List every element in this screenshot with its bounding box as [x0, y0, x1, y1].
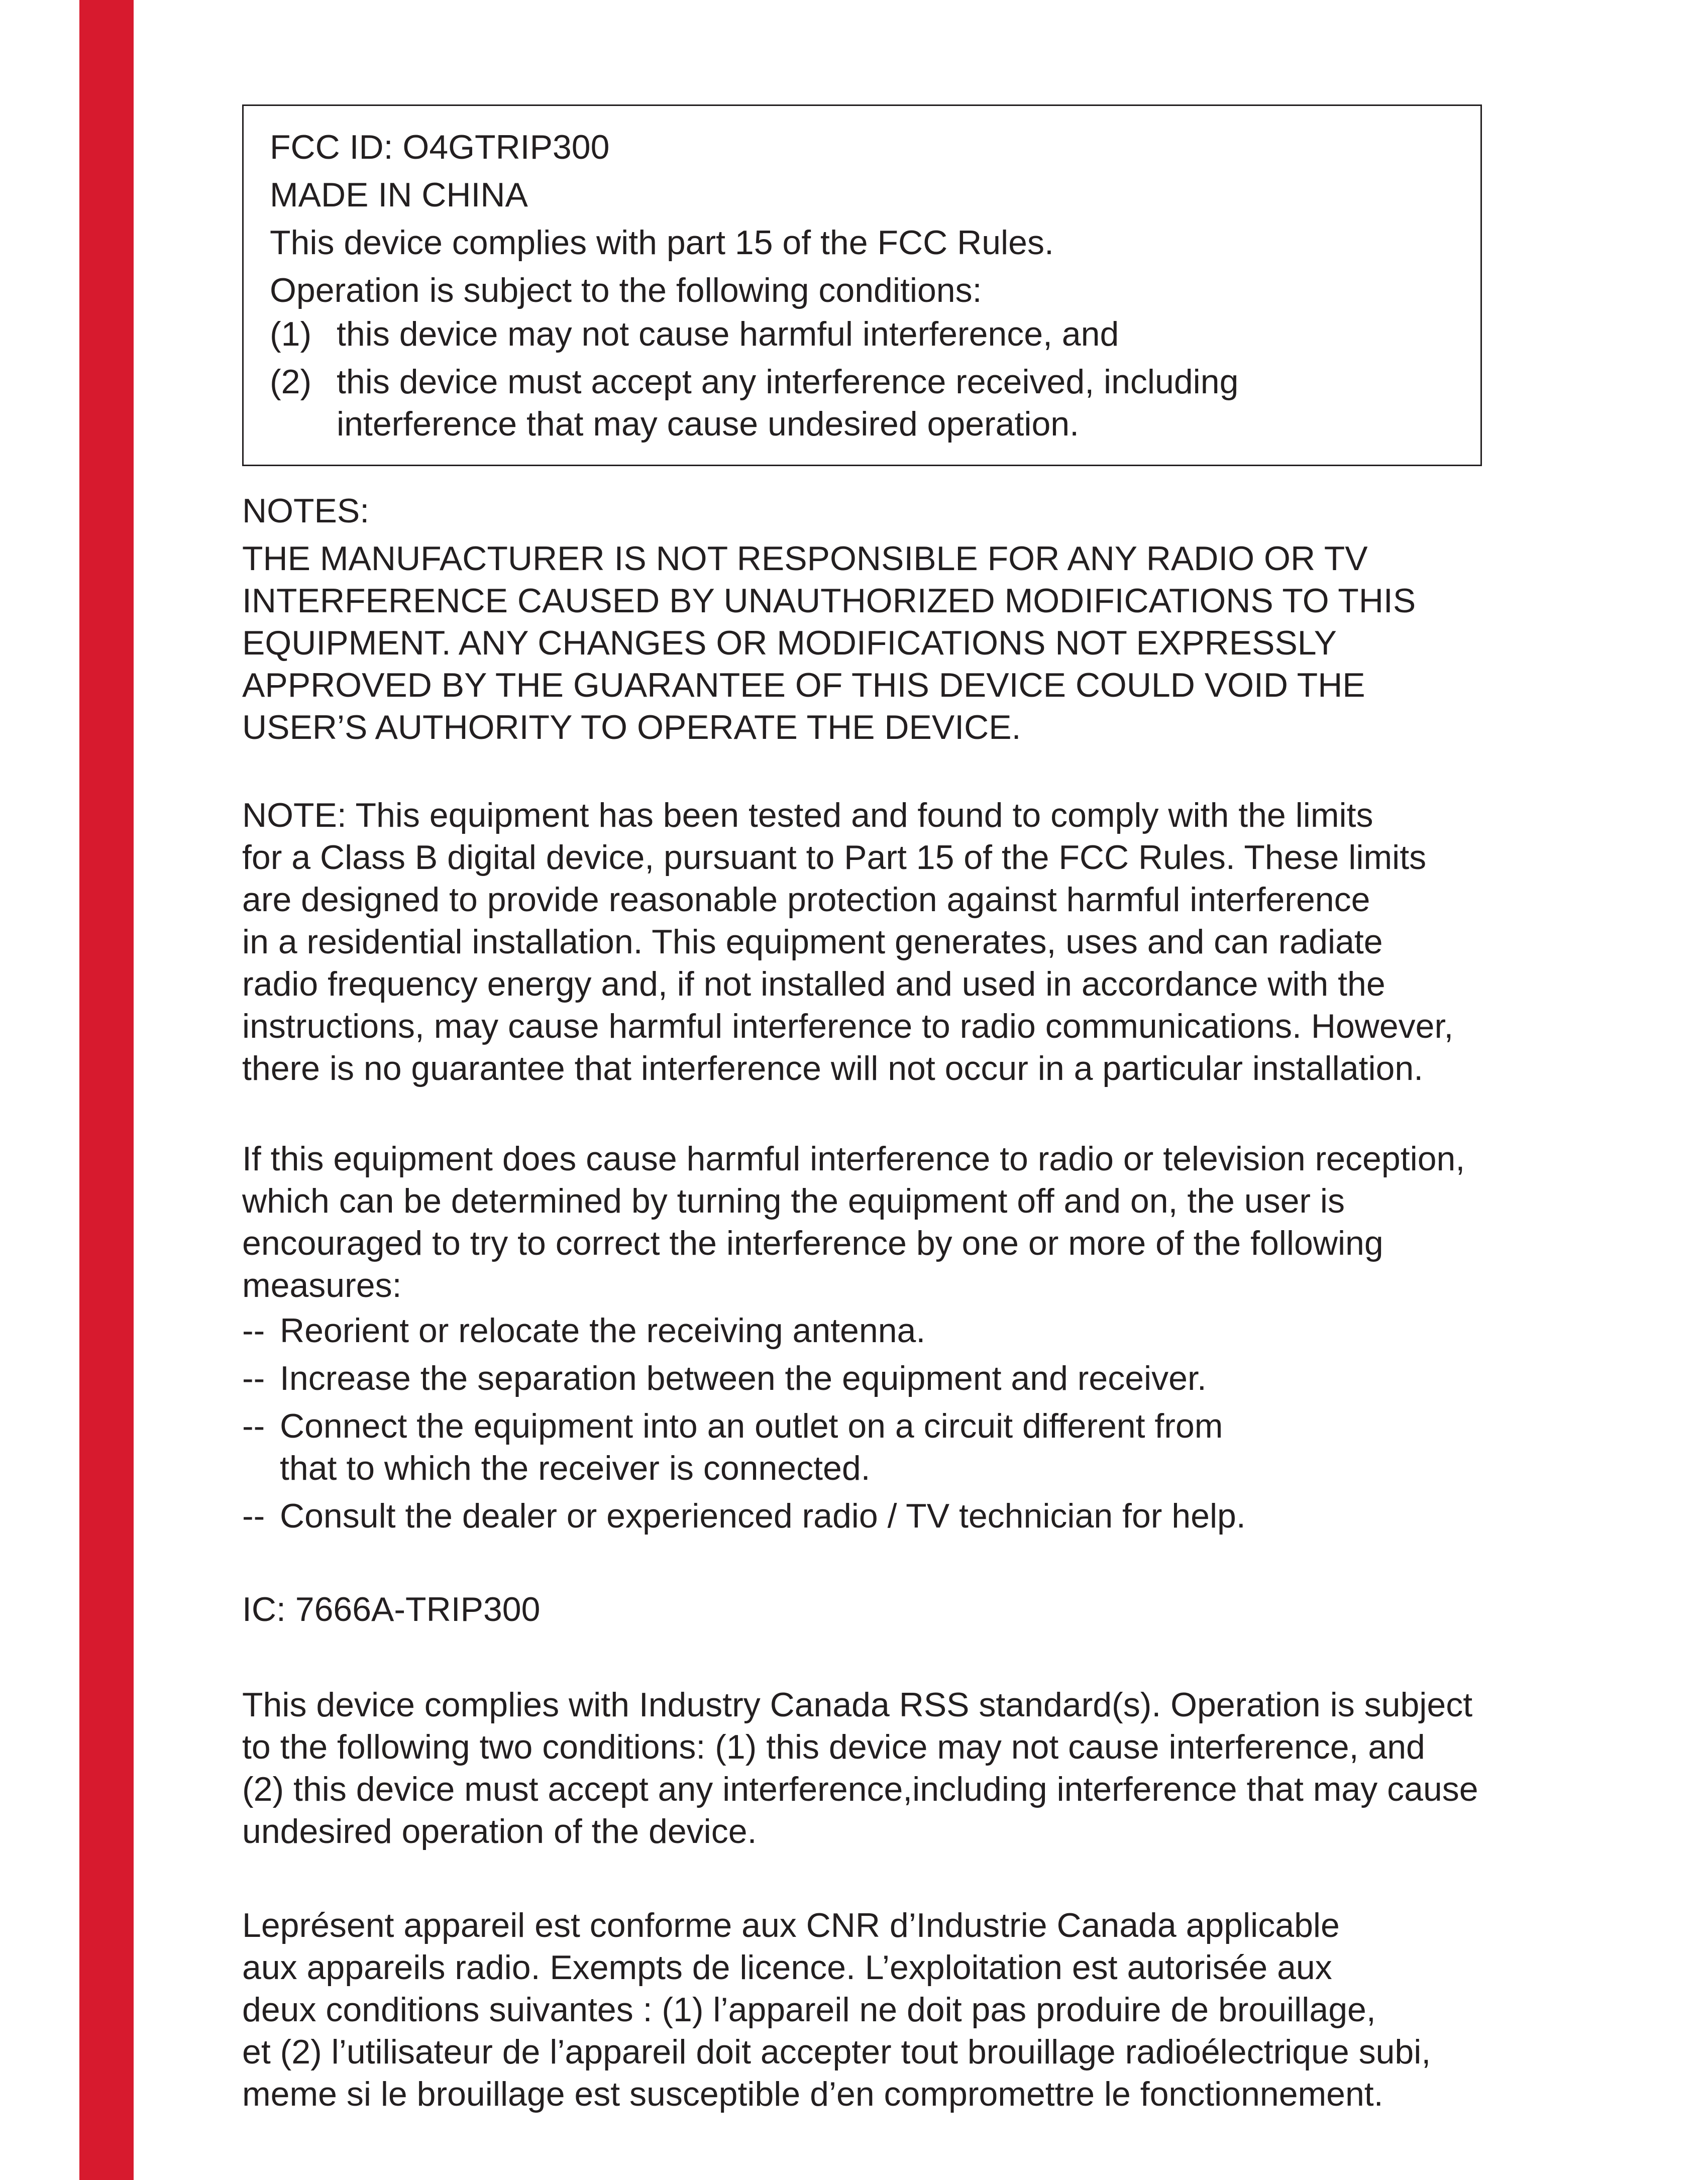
measure-text: Connect the equipment into an outlet on a circuit different from that to which the receiver is connected.: [280, 1407, 1223, 1487]
made-in-label: MADE IN CHINA: [270, 176, 528, 214]
fcc-compliance-statement: This device complies with part 15 of the FCC Rules.: [270, 224, 1054, 262]
condition-text: this device may not cause harmful interference, and: [337, 315, 1119, 353]
condition-item: [270, 313, 1454, 355]
ic-statement-french: Leprésent appareil est conforme aux CNR d’Industrie Canada applicable aux appareils radio. Exempts de licence. L’exploitation est autorisée aux deux conditions suivantes : (1) l’appareil ne doit pas produire de brouillage, et (2) l’utilisateur de l’appareil doit accepter tout brouillage radioélectrique subi, meme si le brouillage est susceptible d’en compromettre le fonctionnement.: [242, 1906, 1431, 2113]
dash-marker: --: [242, 1407, 265, 1445]
dash-marker: --: [242, 1497, 265, 1535]
list-item: [242, 1357, 1548, 1399]
measure-text: Increase the separation between the equipment and receiver.: [280, 1359, 1207, 1397]
fcc-compliance-box: [242, 104, 1482, 466]
manufacturer-warning: THE MANUFACTURER IS NOT RESPONSIBLE FOR ANY RADIO OR TV INTERFERENCE CAUSED BY UNAUTHORIZED MODIFICATIONS TO THIS EQUIPMENT. ANY CHANGES OR MODIFICATIONS NOT EXPRESSLY APPROVED BY THE GUARANTEE OF THIS DEVICE COULD VOID THE USER’S AUTHORITY TO OPERATE THE DEVICE.: [242, 539, 1416, 746]
dash-marker: --: [242, 1312, 265, 1350]
list-item: [242, 1310, 1548, 1352]
interference-intro: If this equipment does cause harmful interference to radio or television reception, which can be determined by turning the equipment off and on, the user is encouraged to try to correct the interference by one or more of the following measures:: [242, 1140, 1465, 1304]
ic-id: IC: 7666A-TRIP300: [242, 1590, 541, 1628]
measure-text: Consult the dealer or experienced radio / TV technician for help.: [280, 1497, 1246, 1535]
class-b-note: NOTE: This equipment has been tested and found to comply with the limits for a Class B digital device, pursuant to Part 15 of the FCC Rules. These limits are designed to provide reasonable protection against harmful interference in a residential installation. This equipment generates, uses and can radiate radio frequency energy and, if not installed and used in accordance with the instructions, may cause harmful interference to radio communications. However, there is no guarantee that interference will not occur in a particular installation.: [242, 796, 1454, 1087]
notes-heading: NOTES:: [242, 492, 370, 530]
condition-text: this device must accept any interference received, including interference that may cause undesired operation.: [337, 363, 1239, 443]
measure-text: Reorient or relocate the receiving antenna.: [280, 1312, 926, 1350]
fcc-id: FCC ID: O4GTRIP300: [270, 128, 610, 166]
list-item: [242, 1405, 1548, 1489]
red-side-bar: [79, 0, 134, 2180]
ic-statement: This device complies with Industry Canada RSS standard(s). Operation is subject to the following two conditions: (1) this device may not cause interference, and (2) this device must accept any interference,including interference that may cause undesired operation of the device.: [242, 1686, 1478, 1850]
condition-number: (1): [270, 315, 312, 353]
conditions-intro: Operation is subject to the following conditions:: [270, 271, 982, 309]
dash-marker: --: [242, 1359, 265, 1397]
condition-item: [270, 361, 1454, 445]
list-item: [242, 1495, 1548, 1537]
measures-list: [242, 1310, 1548, 1543]
condition-number: (2): [270, 363, 312, 401]
